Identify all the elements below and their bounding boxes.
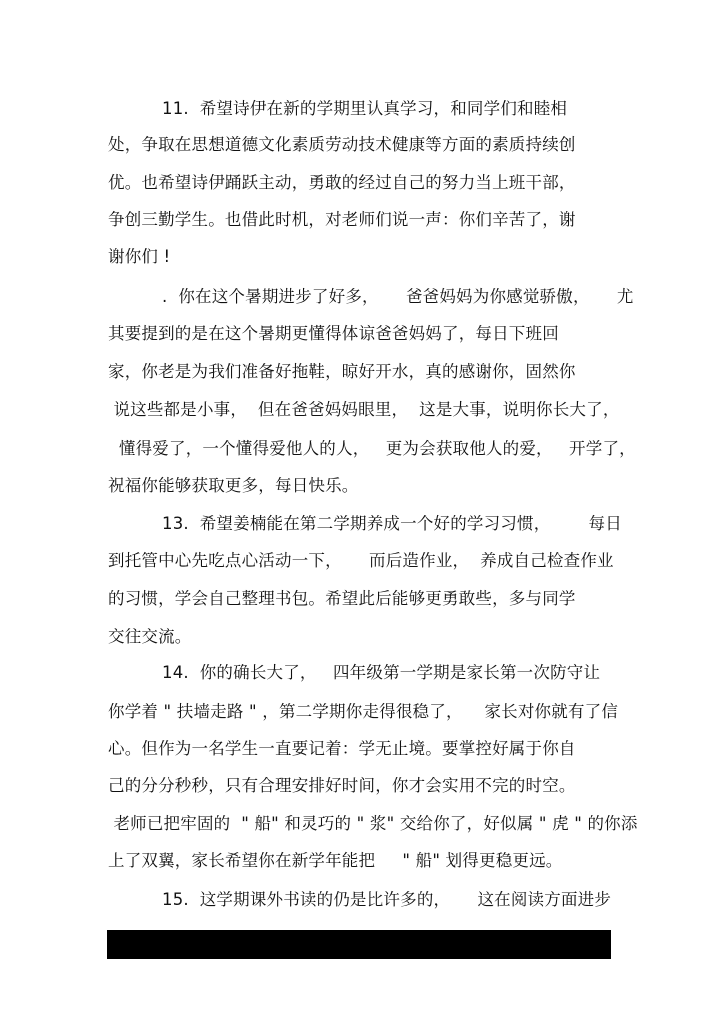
text-line: . 你在这个暑期进步了好多， 爸爸妈妈为你感觉骄傲， 尤: [162, 287, 634, 306]
text-line: 其要提到的是在这个暑期更懂得体谅爸爸妈妈了，每日下班回: [108, 324, 559, 343]
text-line: 你学着 " 扶墙走路 " ，第二学期你走得很稳了， 家长对你就有了信: [108, 702, 619, 721]
text-line: 己的分分秒秒，只有合理安排好时间，你才会实用不完的时空。: [108, 776, 576, 795]
text-line: 13. 希望姜楠能在第二学期养成一个好的学习习惯， 每日: [162, 514, 622, 533]
text-line: 争创三勤学生。也借此时机，对老师们说一声：你们辛苦了，谢: [108, 210, 576, 229]
text-line: 祝福你能够获取更多，每日快乐。: [108, 476, 359, 495]
text-line: 15. 这学期课外书读的仍是比许多的， 这在阅读方面进步: [162, 890, 612, 909]
text-line: 说这些都是小事， 但在爸爸妈妈眼里， 这是大事，说明你长大了，: [108, 400, 620, 419]
text-line: 老师已把牢固的 " 船" 和灵巧的 " 浆" 交给你了，好似属 " 虎 " 的你添: [108, 814, 638, 833]
text-line: 心。但作为一名学生一直要记着：学无止境。要掌控好属于你自: [108, 739, 576, 758]
text-line: 11. 希望诗伊在新的学期里认真学习，和同学们和睦相: [162, 99, 568, 118]
text-line: 谢你们 !: [108, 247, 171, 266]
text-line: 的习惯，学会自己整理书包。希望此后能够更勇敢些，多与同学: [108, 589, 576, 608]
text-line: 家，你老是为我们准备好拖鞋，晾好开水，真的感谢你，固然你: [108, 362, 576, 381]
text-line: 懂得爱了，一个懂得爱他人的人， 更为会获取他人的爱， 开学了，: [108, 439, 636, 458]
text-line: 到托管中心先吃点心活动一下， 而后造作业， 养成自己检查作业: [108, 551, 614, 570]
text-line: 交往交流。: [108, 627, 192, 646]
redaction-bar: [107, 930, 611, 959]
text-line: 上了双翼，家长希望你在新学年能把 " 船" 划得更稳更远。: [108, 851, 563, 870]
text-line: 优。也希望诗伊踊跃主动，勇敢的经过自己的努力当上班干部，: [108, 173, 576, 192]
text-line: 处，争取在思想道德文化素质劳动技术健康等方面的素质持续创: [108, 135, 576, 154]
text-line: 14. 你的确长大了， 四年级第一学期是家长第一次防守让: [162, 663, 601, 682]
